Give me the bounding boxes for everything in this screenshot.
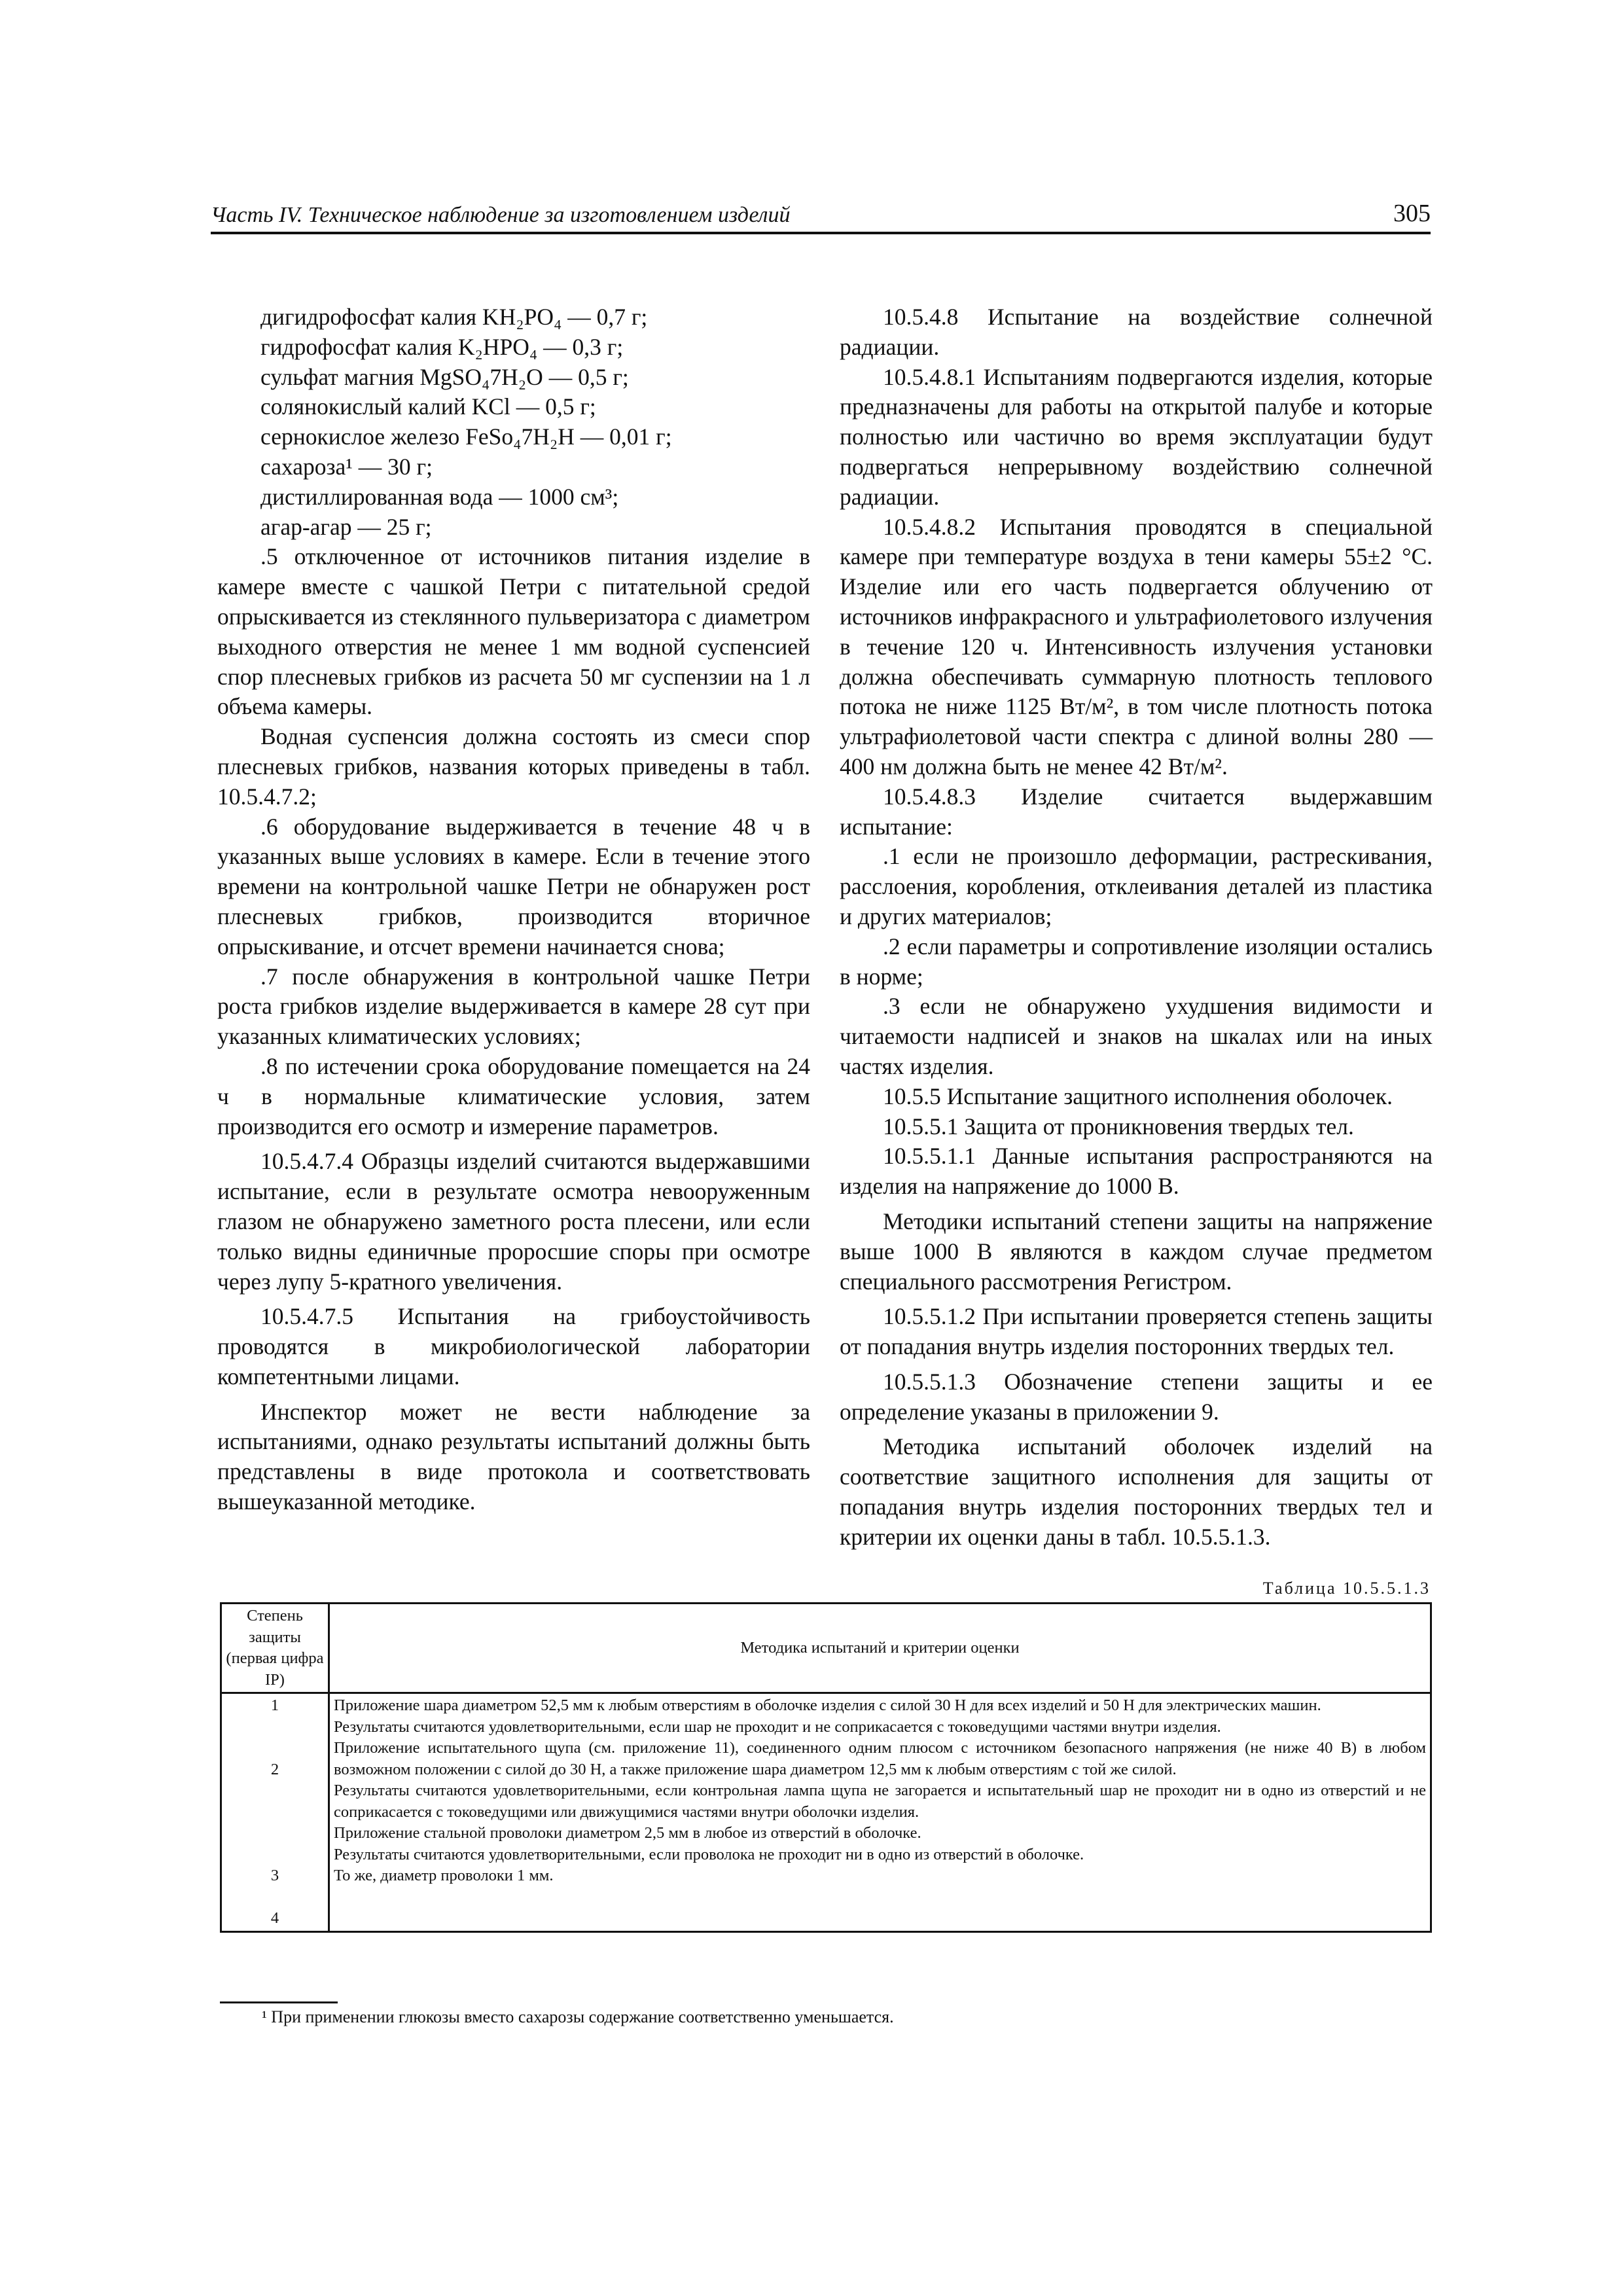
criterion-1: .1 если не произошло деформации, растрескивания, расслоения, коробления, отклеивания деталей из пластика и других материалов; <box>840 843 1433 929</box>
method-final-paragraph: Методика испытаний оболочек изделий на соответствие защитного исполнения для защиты от попадания внутрь изделия посторонних твердых тел и критерии их оценки даны в табл. 10.5.5.1.3. <box>840 1433 1433 1550</box>
recipe-line: дигидрофосфат калия KH₂PO₄ — 0,7 г; <box>260 304 648 330</box>
clause-10-5-5: 10.5.5 Испытание защитного исполнения оболочек. <box>883 1083 1393 1109</box>
right-column <box>840 302 1433 1552</box>
degree-number: 2 <box>270 1760 279 1778</box>
clause-10-5-5-1: 10.5.5.1 Защита от проникновения твердых тел. <box>883 1113 1354 1139</box>
clause-10-5-5-1-3: 10.5.5.1.3 Обозначение степени защиты и ее определение указаны в приложении 9. <box>840 1368 1433 1425</box>
recipe-line: солянокислый калий KCl — 0,5 г; <box>260 393 596 420</box>
clause-10-5-4-7-5: 10.5.4.7.5 Испытания на грибоустойчивость проводятся в микробиологической лаборатории компетентными лицами. <box>217 1303 810 1390</box>
inspector-paragraph: Инспектор может не вести наблюдение за испытаниями, однако результаты испытаний должны быть представлены в виде протокола и соответствовать вышеуказанной методике. <box>217 1398 810 1515</box>
footnote-rule <box>220 2001 338 2003</box>
method-text: Приложение испытательного щупа (см. приложение 11), соединенного одним плюсом с источником безопасного напряжения (не ниже 40 В) в любом возможном положении с силой до 30 Н, а также приложение шара диаметром 12,5 мм к любым отверстиям с той же силой. <box>334 1739 1426 1778</box>
header-title: Часть IV. Техническое наблюдение за изготовлением изделий <box>211 203 791 227</box>
recipe-line: гидрофосфат калия K₂HPO₄ — 0,3 г; <box>260 333 624 360</box>
criteria-text: Результаты считаются удовлетворительными, если шар не проходит и не соприкасается с токоведущими частями внутри изделия. <box>334 1717 1221 1736</box>
method-text: Приложение шара диаметром 52,5 мм к любым отверстиям в оболочке изделия с силой 30 Н для всех изделий и 50 Н для электрических машин. <box>334 1696 1321 1714</box>
header-cell-degree: Степень защиты (первая цифра IP) <box>221 1604 329 1693</box>
header-cell-method: Методика испытаний и критерии оценки <box>329 1604 1431 1693</box>
item-7: .7 после обнаружения в контрольной чашке Петри роста грибков изделие выдерживается в камере 28 сут при указанных климатических условиях; <box>217 963 810 1050</box>
degree-cell <box>221 1693 329 1932</box>
criteria-text: Результаты считаются удовлетворительными, если проволока не проходит ни в одно из отверстий в оболочке. <box>334 1845 1084 1863</box>
criteria-text: Результаты считаются удовлетворительными, если контрольная лампа щупа не загорается и испытательный шар не проходит ни в одно из отверстий и не соприкасается с токоведущими или движущимися частями внутри оболочки изделия. <box>334 1782 1426 1821</box>
table-header-row <box>221 1604 1431 1693</box>
item-6: .6 оборудование выдерживается в течение 48 ч в указанных выше условиях в камере. Если в течение этого времени на контрольной чашке Петри не обнаружен рост плесневых грибков, производится вторичное опрыскивание, и отсчет времени начинается снова; <box>217 813 810 960</box>
criterion-2: .2 если параметры и сопротивление изоляции остались в норме; <box>840 933 1433 990</box>
degree-number: 4 <box>270 1909 279 1927</box>
suspension-paragraph: Водная суспенсия должна состоять из смеси спор плесневых грибков, названия которых приведены в табл. 10.5.4.7.2; <box>217 723 810 810</box>
item-8: .8 по истечении срока оборудование помещается на 24 ч в нормальные климатические условия, затем производится его осмотр и измерение параметров. <box>217 1052 810 1139</box>
clause-10-5-4-8-3: 10.5.4.8.3 Изделие считается выдержавшим испытание: <box>840 783 1433 840</box>
table-caption: Таблица 10.5.5.1.3 <box>1262 1579 1431 1598</box>
method-text: Приложение стальной проволоки диаметром 2,5 мм в любое из отверстий в оболочке. <box>334 1824 921 1842</box>
recipe-line: сернокислое железо FeSo₄7H₂H — 0,01 г; <box>260 423 672 450</box>
clause-10-5-5-1-2: 10.5.5.1.2 При испытании проверяется степень защиты от попадания внутрь изделия посторонних твердых тел. <box>840 1303 1433 1360</box>
page-number: 305 <box>1393 200 1431 227</box>
recipe-line: сульфат магния MgSO₄7H₂O — 0,5 г; <box>260 363 629 390</box>
clause-10-5-4-8-1: 10.5.4.8.1 Испытаниям подвергаются изделия, которые предназначены для работы на открытой палубе и которые полностью или частично во время эксплуатации будут подвергаться непрерывному воздействию солнечной радиации. <box>840 363 1433 510</box>
footnote: ¹ При применении глюкозы вместо сахарозы содержание соответственно уменьшается. <box>262 2007 894 2026</box>
protection-table <box>220 1602 1432 1933</box>
method-text: То же, диаметр проволоки 1 мм. <box>334 1867 554 1884</box>
degree-number: 3 <box>270 1867 279 1884</box>
clause-10-5-4-8-2: 10.5.4.8.2 Испытания проводятся в специальной камере при температуре воздуха в тени камеры 55±2 °С. Изделие или его часть подвергается облучению от источников инфракрасного и ультрафиолетового излучения в течение 120 ч. Интенсивность излучения установки должна обеспечивать суммарную плотность теплового потока не ниже 1125 Вт/м², в том числе плотность потока ультрафиолетовой части спектра с длиной волны 280 — 400 нм должна быть не менее 42 Вт/м². <box>840 513 1433 780</box>
running-header <box>211 198 1431 234</box>
table-row <box>221 1693 1431 1932</box>
clause-10-5-5-1-1: 10.5.5.1.1 Данные испытания распространяются на изделия на напряжение до 1000 В. <box>840 1143 1433 1200</box>
clause-10-5-4-7-4: 10.5.4.7.4 Образцы изделий считаются выдержавшими испытание, если в результате осмотра невооруженным глазом не обнаружено заметного роста плесени, или если только видны единичные проросшие споры при осмотре через лупу 5-кратного увеличения. <box>217 1148 810 1295</box>
method-cell <box>329 1693 1431 1932</box>
recipe-line: сахароза¹ — 30 г; <box>260 453 433 480</box>
criterion-3: .3 если не обнаружено ухудшения видимости и читаемости надписей и знаков на шкалах или на иных частях изделия. <box>840 993 1433 1079</box>
recipe-list <box>217 302 810 542</box>
item-5: .5 отключенное от источников питания изделие в камере вместе с чашкой Петри с питательной средой опрыскивается из стеклянного пульверизатора с диаметром выходного отверстия не менее 1 мм водной суспенсией спор плесневых грибков из расчета 50 мг суспензии на 1 л объема камеры. <box>217 543 810 720</box>
recipe-line: агар-агар — 25 г; <box>260 513 432 540</box>
degree-number: 1 <box>270 1696 279 1714</box>
left-column <box>217 302 810 1517</box>
clause-10-5-4-8: 10.5.4.8 Испытание на воздействие солнечной радиации. <box>840 304 1433 360</box>
recipe-line: дистиллированная вода — 1000 см³; <box>260 483 619 510</box>
methods-paragraph: Методики испытаний степени защиты на напряжение выше 1000 В являются в каждом случае предметом специального рассмотрения Регистром. <box>840 1208 1433 1295</box>
